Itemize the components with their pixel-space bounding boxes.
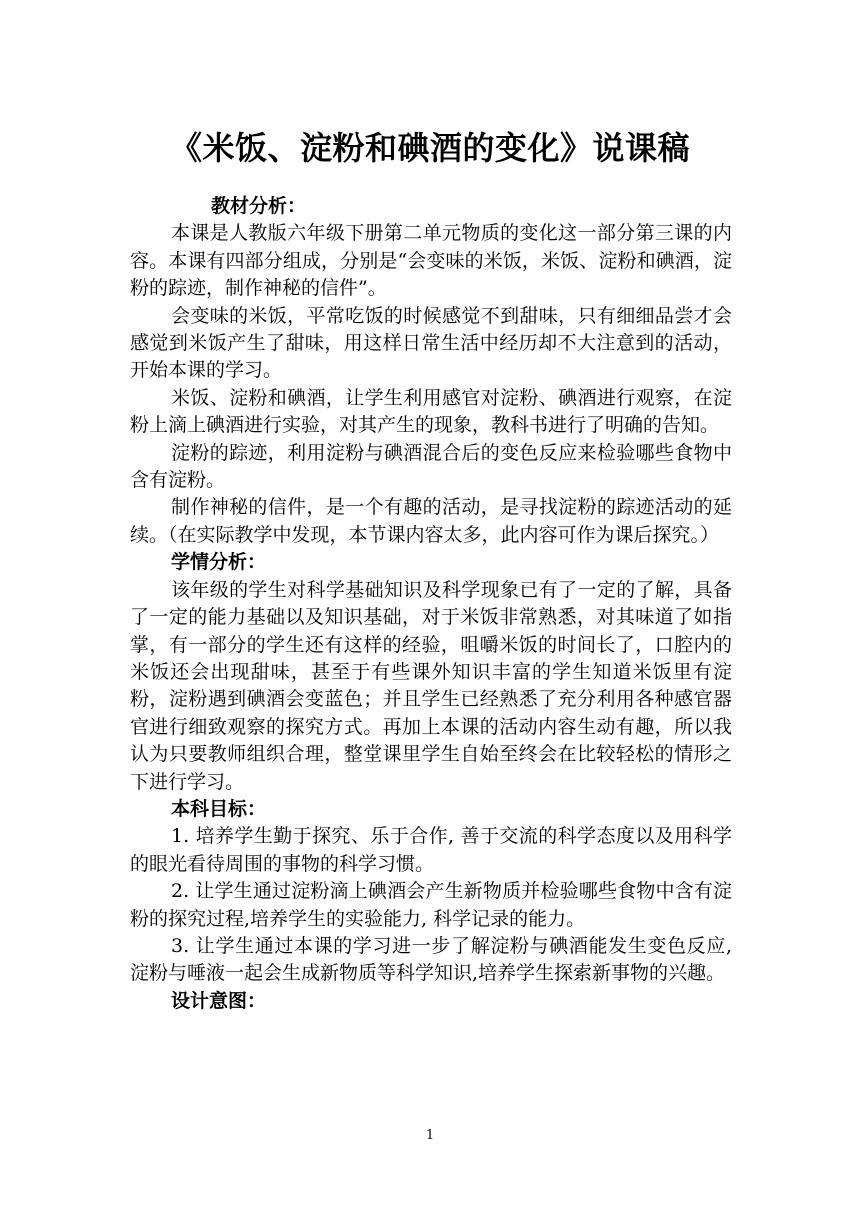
paragraph: 米饭、淀粉和碘酒，让学生利用感官对淀粉、碘酒进行观察，在淀粉上滴上碘酒进行实验，对其产生的现象，教科书进行了明确的告知。 — [130, 386, 732, 437]
page-number: 1 — [425, 1128, 435, 1143]
objective-item: 1. 培养学生勤于探究、乐于合作, 善于交流的科学态度以及用科学的眼光看待周围的事物的科学习惯。 — [130, 825, 732, 875]
document-title: 《米饭、淀粉和碘酒的变化》说课稿 — [169, 129, 690, 167]
section-heading-textbook-analysis: 教材分析： — [211, 195, 307, 217]
section-heading-objectives: 本科目标： — [171, 797, 267, 820]
paragraph: 本课是人教版六年级下册第二单元物质的变化这一部分第三课的内容。本课有四部分组成，分别是“会变味的米饭，米饭、淀粉和碘酒，淀粉的踪迹，制作神秘的信件”。 — [130, 222, 732, 300]
paragraph: 制作神秘的信件，是一个有趣的活动，是寻找淀粉的踪迹活动的延续。（在实际教学中发现，本节课内容太多，此内容可作为课后探究。） — [130, 496, 732, 546]
section-heading-learner-analysis: 学情分析： — [171, 551, 267, 574]
section-heading-design-intent: 设计意图： — [171, 989, 267, 1012]
paragraph: 会变味的米饭，平常吃饭的时候感觉不到甜味，只有细细品尝才会感觉到米饭产生了甜味，用这样日常生活中经历却不大注意到的活动，开始本课的学习。 — [130, 304, 732, 382]
document-body — [130, 193, 732, 1015]
objective-item: 2. 让学生通过淀粉滴上碘酒会产生新物质并检验哪些食物中含有淀粉的探究过程,培养学生的实验能力, 科学记录的能力。 — [130, 880, 732, 930]
paragraph: 淀粉的踪迹，利用淀粉与碘酒混合后的变色反应来检验哪些食物中含有淀粉。 — [130, 441, 732, 492]
paragraph: 该年级的学生对科学基础知识及科学现象已有了一定的了解，具备了一定的能力基础以及知识基础，对于米饭非常熟悉，对其味道了如指掌，有一部分的学生还有这样的经验，咀嚼米饭的时间长了，口腔内的米饭还会出现甜味，甚至于有些课外知识丰富的学生知道米饭里有淀粉，淀粉遇到碘酒会变蓝色；并且学生已经熟悉了充分利用各种感官器官进行细致观察的探究方式。再加上本课的活动内容生动有趣，所以我认为只要教师组织合理，整堂课里学生自始至终会在比较轻松的情形之下进行学习。 — [130, 578, 732, 793]
objective-item: 3. 让学生通过本课的学习进一步了解淀粉与碘酒能发生变色反应, 淀粉与唾液一起会生成新物质等科学知识,培养学生探索新事物的兴趣。 — [130, 934, 732, 985]
